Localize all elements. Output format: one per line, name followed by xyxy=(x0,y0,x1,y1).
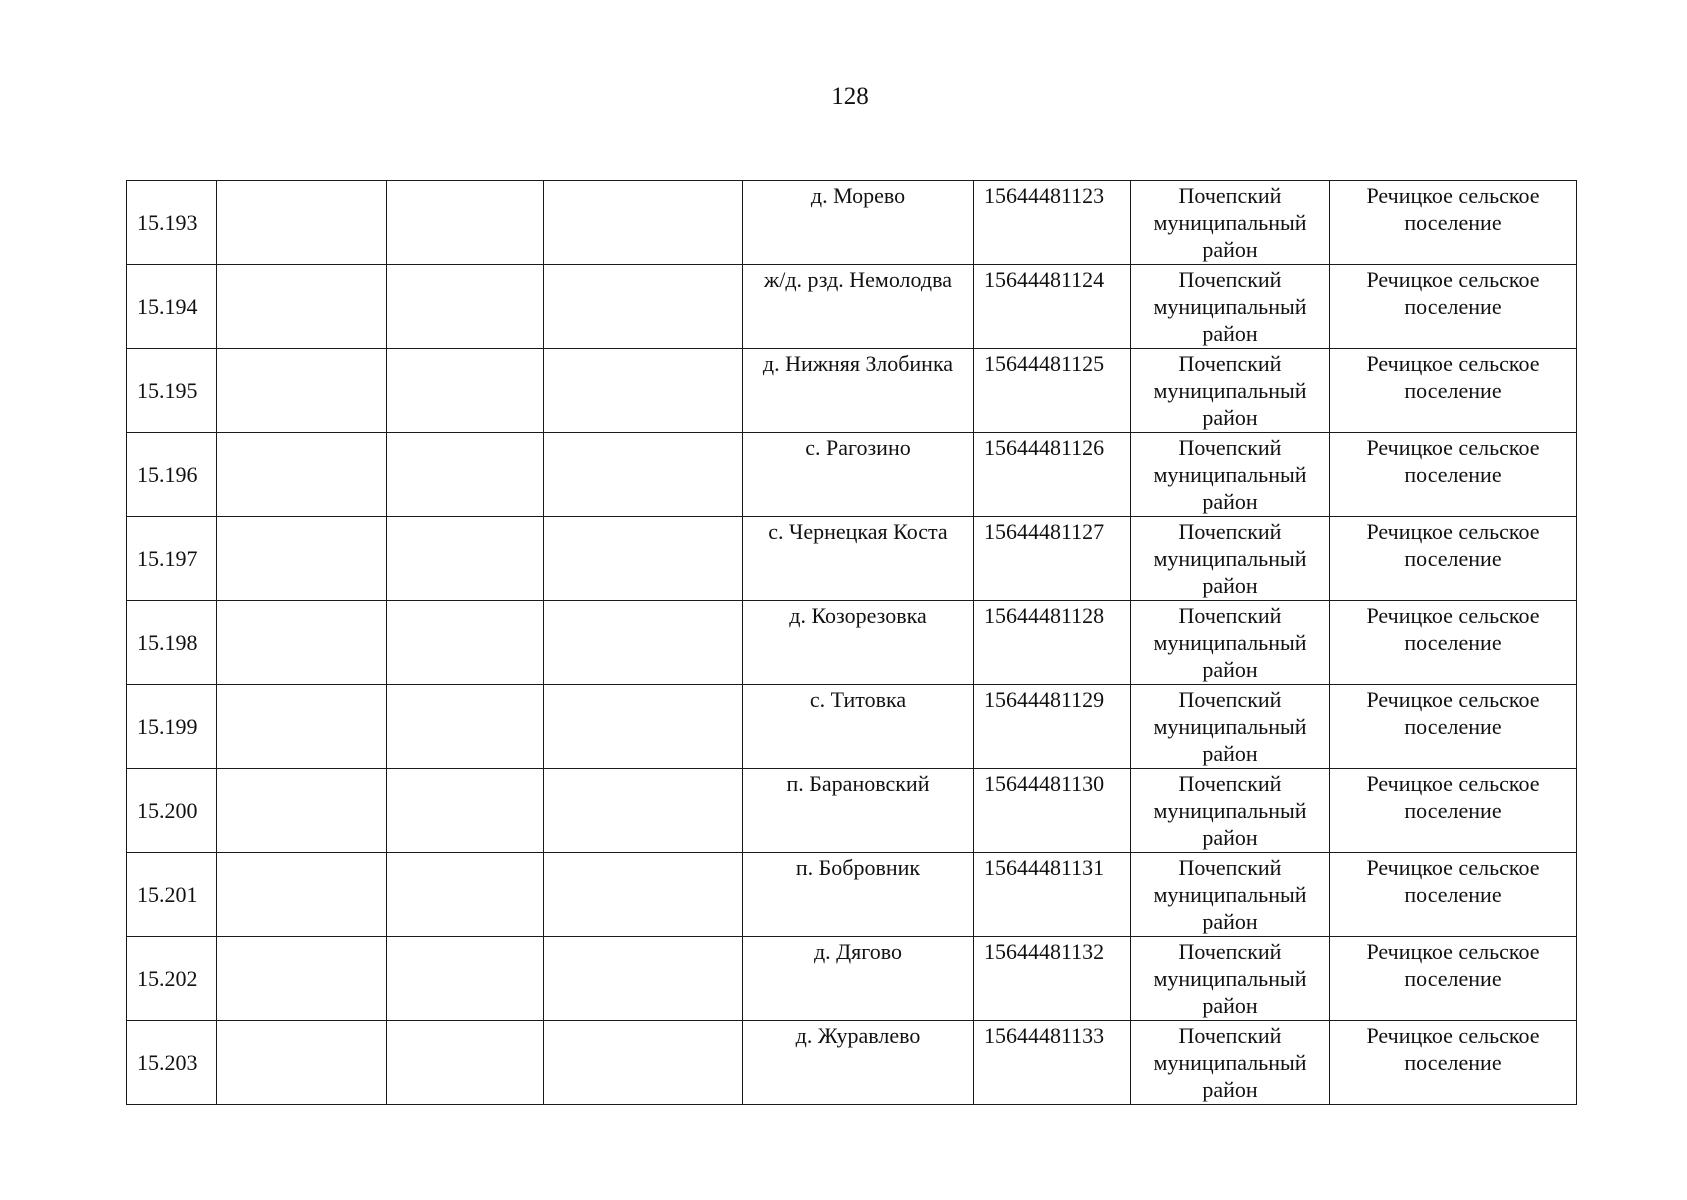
empty-cell xyxy=(387,601,544,685)
table-body xyxy=(127,181,1577,1105)
empty-cell xyxy=(544,853,743,937)
oktmo-code-cell: 15644481124 xyxy=(974,265,1131,349)
oktmo-code-cell: 15644481128 xyxy=(974,601,1131,685)
locality-name-cell: с. Рагозино xyxy=(743,433,974,517)
empty-cell xyxy=(217,265,387,349)
empty-cell xyxy=(544,601,743,685)
page-number: 128 xyxy=(831,83,869,110)
settlement-cell: Речицкое сельское поселение xyxy=(1330,769,1577,853)
empty-cell xyxy=(544,769,743,853)
table-row xyxy=(127,433,1577,517)
row-number-cell: 15.201 xyxy=(127,853,217,937)
district-cell: Почепский муниципальный район xyxy=(1131,769,1330,853)
district-cell: Почепский муниципальный район xyxy=(1131,433,1330,517)
empty-cell xyxy=(217,349,387,433)
empty-cell xyxy=(387,853,544,937)
row-number-cell: 15.200 xyxy=(127,769,217,853)
empty-cell xyxy=(544,349,743,433)
empty-cell xyxy=(217,433,387,517)
settlement-cell: Речицкое сельское поселение xyxy=(1330,853,1577,937)
empty-cell xyxy=(544,517,743,601)
empty-cell xyxy=(387,181,544,265)
empty-cell xyxy=(544,265,743,349)
empty-cell xyxy=(217,601,387,685)
oktmo-code-cell: 15644481127 xyxy=(974,517,1131,601)
empty-cell xyxy=(217,769,387,853)
empty-cell xyxy=(217,685,387,769)
row-number-cell: 15.197 xyxy=(127,517,217,601)
row-number-cell: 15.195 xyxy=(127,349,217,433)
row-number-cell: 15.199 xyxy=(127,685,217,769)
empty-cell xyxy=(544,433,743,517)
settlement-cell: Речицкое сельское поселение xyxy=(1330,937,1577,1021)
district-cell: Почепский муниципальный район xyxy=(1131,853,1330,937)
empty-cell xyxy=(387,685,544,769)
table-row xyxy=(127,265,1577,349)
empty-cell xyxy=(387,937,544,1021)
table-row xyxy=(127,937,1577,1021)
oktmo-code-cell: 15644481123 xyxy=(974,181,1131,265)
district-cell: Почепский муниципальный район xyxy=(1131,265,1330,349)
oktmo-code-cell: 15644481131 xyxy=(974,853,1131,937)
oktmo-code-cell: 15644481132 xyxy=(974,937,1131,1021)
locality-name-cell: д. Дягово xyxy=(743,937,974,1021)
empty-cell xyxy=(217,1021,387,1105)
row-number-cell: 15.198 xyxy=(127,601,217,685)
empty-cell xyxy=(217,853,387,937)
settlement-cell: Речицкое сельское поселение xyxy=(1330,181,1577,265)
district-cell: Почепский муниципальный район xyxy=(1131,685,1330,769)
table-row xyxy=(127,685,1577,769)
locality-name-cell: п. Бобровник xyxy=(743,853,974,937)
empty-cell xyxy=(387,433,544,517)
locality-name-cell: ж/д. рзд. Немолодва xyxy=(743,265,974,349)
empty-cell xyxy=(387,265,544,349)
locality-name-cell: с. Титовка xyxy=(743,685,974,769)
locality-name-cell: п. Барановский xyxy=(743,769,974,853)
oktmo-code-cell: 15644481133 xyxy=(974,1021,1131,1105)
oktmo-code-cell: 15644481126 xyxy=(974,433,1131,517)
locality-name-cell: д. Нижняя Злобинка xyxy=(743,349,974,433)
empty-cell xyxy=(387,517,544,601)
oktmo-code-cell: 15644481130 xyxy=(974,769,1131,853)
empty-cell xyxy=(544,1021,743,1105)
locality-name-cell: д. Морево xyxy=(743,181,974,265)
settlement-cell: Речицкое сельское поселение xyxy=(1330,265,1577,349)
settlement-cell: Речицкое сельское поселение xyxy=(1330,349,1577,433)
settlements-table xyxy=(126,180,1577,1105)
district-cell: Почепский муниципальный район xyxy=(1131,937,1330,1021)
table-row xyxy=(127,517,1577,601)
settlement-cell: Речицкое сельское поселение xyxy=(1330,685,1577,769)
table-row xyxy=(127,601,1577,685)
settlement-cell: Речицкое сельское поселение xyxy=(1330,517,1577,601)
empty-cell xyxy=(387,769,544,853)
empty-cell xyxy=(387,349,544,433)
table-row xyxy=(127,769,1577,853)
empty-cell xyxy=(544,937,743,1021)
empty-cell xyxy=(544,685,743,769)
empty-cell xyxy=(387,1021,544,1105)
row-number-cell: 15.202 xyxy=(127,937,217,1021)
row-number-cell: 15.196 xyxy=(127,433,217,517)
settlement-cell: Речицкое сельское поселение xyxy=(1330,433,1577,517)
oktmo-code-cell: 15644481125 xyxy=(974,349,1131,433)
empty-cell xyxy=(544,181,743,265)
table-row xyxy=(127,1021,1577,1105)
settlement-cell: Речицкое сельское поселение xyxy=(1330,601,1577,685)
locality-name-cell: с. Чернецкая Коста xyxy=(743,517,974,601)
district-cell: Почепский муниципальный район xyxy=(1131,349,1330,433)
district-cell: Почепский муниципальный район xyxy=(1131,601,1330,685)
empty-cell xyxy=(217,181,387,265)
district-cell: Почепский муниципальный район xyxy=(1131,517,1330,601)
empty-cell xyxy=(217,517,387,601)
table-row xyxy=(127,181,1577,265)
table-row xyxy=(127,853,1577,937)
table-row xyxy=(127,349,1577,433)
district-cell: Почепский муниципальный район xyxy=(1131,181,1330,265)
row-number-cell: 15.194 xyxy=(127,265,217,349)
row-number-cell: 15.203 xyxy=(127,1021,217,1105)
locality-name-cell: д. Журавлево xyxy=(743,1021,974,1105)
empty-cell xyxy=(217,937,387,1021)
oktmo-code-cell: 15644481129 xyxy=(974,685,1131,769)
row-number-cell: 15.193 xyxy=(127,181,217,265)
district-cell: Почепский муниципальный район xyxy=(1131,1021,1330,1105)
settlement-cell: Речицкое сельское поселение xyxy=(1330,1021,1577,1105)
locality-name-cell: д. Козорезовка xyxy=(743,601,974,685)
